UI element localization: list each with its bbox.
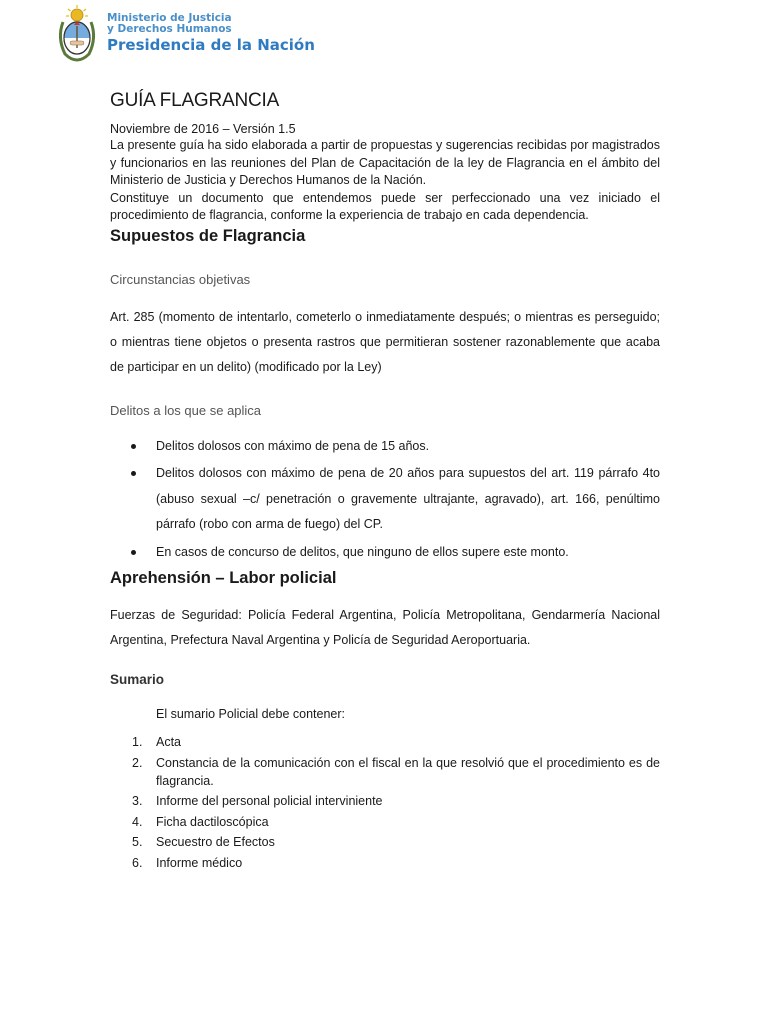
- list-item: [110, 434, 660, 460]
- list-item: [110, 854, 660, 872]
- bullet-icon: [131, 471, 136, 476]
- bullet-icon: [131, 550, 136, 555]
- item-text: Acta: [156, 735, 182, 749]
- list-item: [110, 754, 660, 790]
- header-text-block: [107, 13, 315, 54]
- bullet-text: En casos de concurso de delitos, que ninguno de ellos supere este monto.: [156, 544, 569, 559]
- bullet-text: Delitos dolosos con máximo de pena de 15 años.: [156, 438, 430, 453]
- document-title: GUÍA FLAGRANCIA: [110, 90, 280, 111]
- list-item: [110, 813, 660, 831]
- list-item: [110, 733, 660, 751]
- page-header: [55, 2, 315, 64]
- item-number: 5.: [132, 835, 143, 849]
- presidency-name: Presidencia de la Nación: [107, 35, 315, 54]
- item-text: Secuestro de Efectos: [156, 835, 275, 849]
- delitos-bullet-list: [110, 434, 660, 566]
- section-heading-aprehension: Aprehensión – Labor policial: [110, 569, 337, 587]
- item-number: 4.: [132, 814, 143, 829]
- sumario-intro: El sumario Policial debe contener:: [156, 707, 345, 721]
- item-text: Informe médico: [156, 855, 243, 870]
- intro-paragraph-1: La presente guía ha sido elaborada a partir de propuestas y sugerencias recibidas por magistrados y funcionarios en las reuniones del Plan de Capacitación de la ley de Flagrancia en el ámbito del Ministerio de Justicia y Derechos Humanos de la Nación.: [110, 138, 660, 187]
- section-heading-supuestos: Supuestos de Flagrancia: [110, 226, 306, 245]
- sumario-numbered-list: [110, 733, 660, 872]
- item-number: 1.: [132, 735, 143, 749]
- subheading-circunstancias: Circunstancias objetivas: [110, 271, 251, 287]
- item-number: 3.: [132, 794, 143, 808]
- art-285-paragraph: Art. 285 (momento de intentarlo, cometerlo o inmediatamente después; o mientras es perseguido; o mientras tiene objetos o presenta rastros que permitieran sostener razonablemente que acaba de participar en un delito) (modificado por la Ley): [110, 309, 660, 374]
- item-text: Informe del personal policial interviniente: [156, 794, 383, 808]
- bullet-text: Delitos dolosos con máximo de pena de 20 años para supuestos del art. 119 párrafo 4to (abuso sexual –c/ penetración o gravemente ultrajante, agravado), art. 166, penúltimo párrafo (robo con arma de fuego) del CP.: [156, 466, 660, 531]
- document-version: Noviembre de 2016 – Versión 1.5: [110, 122, 296, 136]
- ministry-name-line1: Ministerio de Justicia: [107, 11, 232, 24]
- list-item: [110, 540, 660, 566]
- ministry-name-line2: y Derechos Humanos: [107, 22, 232, 35]
- subheading-delitos: Delitos a los que se aplica: [110, 402, 262, 418]
- list-item: [110, 792, 660, 810]
- list-item: [110, 461, 660, 538]
- item-text: Constancia de la comunicación con el fiscal en la que resolvió que el procedimiento es de flagrancia.: [156, 755, 660, 788]
- intro-paragraph-2: Constituye un documento que entendemos puede ser perfeccionado una vez iniciado el procedimiento de flagrancia, conforme la experiencia de trabajo en cada dependencia.: [110, 190, 660, 222]
- subheading-sumario: Sumario: [110, 672, 165, 687]
- fuerzas-seguridad-paragraph: Fuerzas de Seguridad: Policía Federal Argentina, Policía Metropolitana, Gendarmería Nacional Argentina, Prefectura Naval Argentina y Policía de Seguridad Aeroportuaria.: [110, 608, 660, 647]
- item-text: Ficha dactiloscópica: [156, 814, 269, 829]
- list-item: [110, 833, 660, 851]
- item-number: 2.: [132, 755, 143, 770]
- document-body: [110, 88, 660, 874]
- bullet-icon: [131, 444, 136, 449]
- item-number: 6.: [132, 855, 143, 870]
- coat-of-arms-icon: [55, 4, 99, 62]
